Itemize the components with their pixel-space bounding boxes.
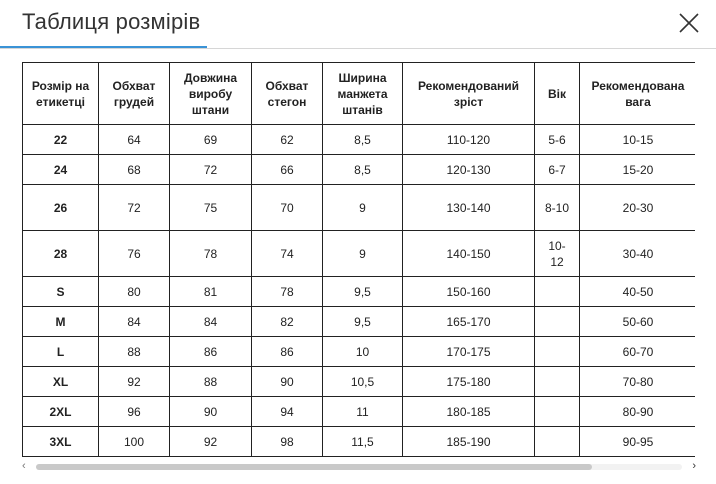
cell-height: 165-170 xyxy=(403,307,535,337)
table-row xyxy=(23,367,697,397)
cell-size: 2XL xyxy=(23,397,99,427)
cell-age: 10-12 xyxy=(535,231,580,277)
cell-age xyxy=(535,427,580,457)
table-header-row xyxy=(23,63,697,125)
scroll-left-arrow-icon[interactable]: ‹ xyxy=(22,460,26,472)
cell-length: 90 xyxy=(170,397,252,427)
table-row xyxy=(23,231,697,277)
table-row xyxy=(23,337,697,367)
cell-cuff: 8,5 xyxy=(323,125,403,155)
cell-chest: 64 xyxy=(99,125,170,155)
cell-weight: 90-95 xyxy=(580,427,697,457)
cell-cuff: 9 xyxy=(323,231,403,277)
size-table xyxy=(22,62,696,457)
cell-length: 84 xyxy=(170,307,252,337)
cell-height: 130-140 xyxy=(403,185,535,231)
cell-hips: 66 xyxy=(252,155,323,185)
close-button[interactable] xyxy=(677,11,701,35)
cell-length: 69 xyxy=(170,125,252,155)
cell-hips: 62 xyxy=(252,125,323,155)
table-row xyxy=(23,307,697,337)
table-row xyxy=(23,277,697,307)
horizontal-scrollbar[interactable] xyxy=(22,460,696,474)
table-row xyxy=(23,155,697,185)
cell-cuff: 9,5 xyxy=(323,277,403,307)
cell-chest: 76 xyxy=(99,231,170,277)
cell-chest: 84 xyxy=(99,307,170,337)
header-height: Рекомендований зріст xyxy=(403,63,535,125)
cell-cuff: 9,5 xyxy=(323,307,403,337)
cell-hips: 82 xyxy=(252,307,323,337)
table-row xyxy=(23,397,697,427)
cell-size: M xyxy=(23,307,99,337)
cell-weight: 70-80 xyxy=(580,367,697,397)
dialog-header xyxy=(0,0,716,49)
cell-chest: 68 xyxy=(99,155,170,185)
cell-height: 185-190 xyxy=(403,427,535,457)
cell-weight: 30-40 xyxy=(580,231,697,277)
cell-age xyxy=(535,367,580,397)
cell-chest: 100 xyxy=(99,427,170,457)
cell-length: 72 xyxy=(170,155,252,185)
header-weight: Рекомендована вага xyxy=(580,63,697,125)
cell-cuff: 10 xyxy=(323,337,403,367)
cell-cuff: 9 xyxy=(323,185,403,231)
header-hips: Обхват стегон xyxy=(252,63,323,125)
cell-weight: 10-15 xyxy=(580,125,697,155)
cell-length: 78 xyxy=(170,231,252,277)
cell-length: 81 xyxy=(170,277,252,307)
cell-cuff: 10,5 xyxy=(323,367,403,397)
cell-chest: 88 xyxy=(99,337,170,367)
header-chest: Обхват грудей xyxy=(99,63,170,125)
cell-hips: 78 xyxy=(252,277,323,307)
cell-age xyxy=(535,337,580,367)
header-cuff-width: Ширина манжета штанів xyxy=(323,63,403,125)
cell-height: 170-175 xyxy=(403,337,535,367)
table-row xyxy=(23,427,697,457)
cell-age xyxy=(535,307,580,337)
table-row xyxy=(23,185,697,231)
header-age: Вік xyxy=(535,63,580,125)
table-overflow-mask xyxy=(695,62,716,459)
cell-age: 6-7 xyxy=(535,155,580,185)
cell-weight: 40-50 xyxy=(580,277,697,307)
header-size-label: Розмір на етикетці xyxy=(23,63,99,125)
cell-chest: 92 xyxy=(99,367,170,397)
cell-size: 26 xyxy=(23,185,99,231)
cell-size: L xyxy=(23,337,99,367)
cell-size: XL xyxy=(23,367,99,397)
scroll-right-arrow-icon[interactable]: › xyxy=(692,460,696,472)
cell-height: 140-150 xyxy=(403,231,535,277)
cell-chest: 80 xyxy=(99,277,170,307)
scrollbar-thumb[interactable] xyxy=(36,464,592,470)
cell-age xyxy=(535,277,580,307)
cell-cuff: 11 xyxy=(323,397,403,427)
cell-age: 8-10 xyxy=(535,185,580,231)
cell-height: 120-130 xyxy=(403,155,535,185)
cell-hips: 90 xyxy=(252,367,323,397)
size-table-container xyxy=(22,62,696,459)
header-pants-length: Довжина виробу штани xyxy=(170,63,252,125)
cell-height: 180-185 xyxy=(403,397,535,427)
cell-age: 5-6 xyxy=(535,125,580,155)
cell-weight: 60-70 xyxy=(580,337,697,367)
close-icon xyxy=(677,11,701,35)
cell-height: 150-160 xyxy=(403,277,535,307)
cell-size: 24 xyxy=(23,155,99,185)
cell-hips: 74 xyxy=(252,231,323,277)
cell-size: S xyxy=(23,277,99,307)
cell-chest: 72 xyxy=(99,185,170,231)
cell-length: 75 xyxy=(170,185,252,231)
cell-hips: 86 xyxy=(252,337,323,367)
cell-length: 86 xyxy=(170,337,252,367)
cell-length: 88 xyxy=(170,367,252,397)
cell-weight: 15-20 xyxy=(580,155,697,185)
cell-weight: 20-30 xyxy=(580,185,697,231)
cell-length: 92 xyxy=(170,427,252,457)
cell-cuff: 11,5 xyxy=(323,427,403,457)
cell-hips: 70 xyxy=(252,185,323,231)
cell-size: 28 xyxy=(23,231,99,277)
cell-hips: 98 xyxy=(252,427,323,457)
cell-height: 175-180 xyxy=(403,367,535,397)
scrollbar-track[interactable] xyxy=(36,464,682,470)
cell-weight: 80-90 xyxy=(580,397,697,427)
cell-size: 22 xyxy=(23,125,99,155)
cell-hips: 94 xyxy=(252,397,323,427)
cell-height: 110-120 xyxy=(403,125,535,155)
cell-size: 3XL xyxy=(23,427,99,457)
cell-weight: 50-60 xyxy=(580,307,697,337)
cell-chest: 96 xyxy=(99,397,170,427)
cell-age xyxy=(535,397,580,427)
table-row xyxy=(23,125,697,155)
dialog-title: Таблиця розмірів xyxy=(22,9,201,34)
title-underline xyxy=(0,46,207,48)
cell-cuff: 8,5 xyxy=(323,155,403,185)
